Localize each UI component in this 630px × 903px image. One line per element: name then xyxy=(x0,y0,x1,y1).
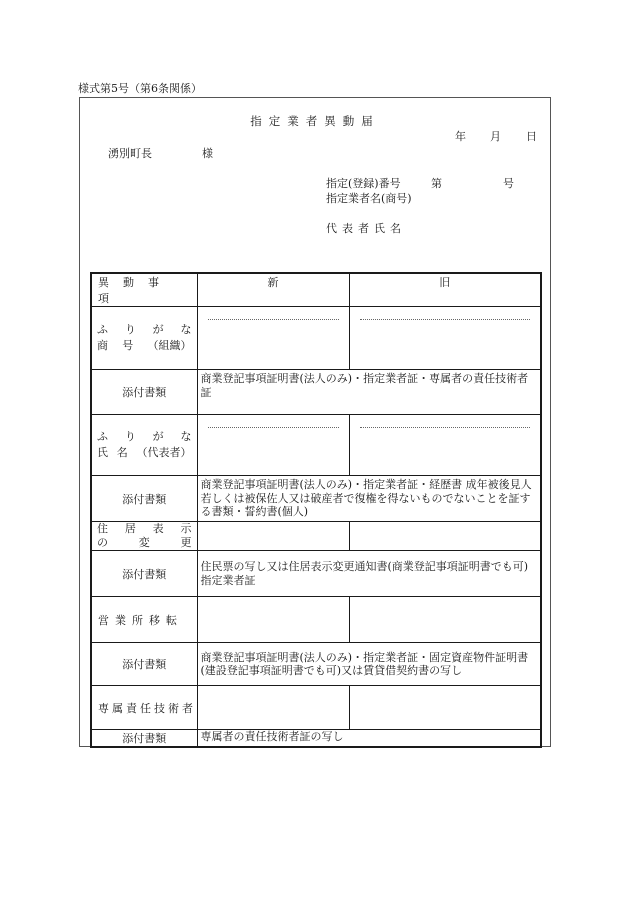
attachment-label: 添付書類 xyxy=(91,643,197,686)
header-old: 旧 xyxy=(349,273,541,307)
tech-engineer-attachments: 専属者の責任技術者証の写し xyxy=(197,730,541,748)
form-number-label: 様式第5号（第6条関係） xyxy=(78,82,202,95)
table-row xyxy=(91,686,541,730)
attachment-label: 添付書類 xyxy=(91,730,197,748)
office-move-attachments: 商業登記事項証明書(法人のみ)・指定業者証・固定資産物件証明書(建設登記事項証明書でも可)又は賃貸借契約書の写し xyxy=(197,643,541,686)
form-title: 指定業者異動届 xyxy=(250,114,380,128)
rep-name-attachments: 商業登記事項証明書(法人のみ)・指定業者証・経歴書 成年被後見人若しくは被保佐人又は破産者で復権を得ないものでないことを証する書類・誓約書(個人) xyxy=(197,476,541,522)
table-row xyxy=(91,597,541,643)
date-day-label: 日 xyxy=(526,130,537,143)
registration-number-label: 指定(登録)番号 xyxy=(326,177,401,190)
trade-name-label: ふ り が な 商 号 （組織） xyxy=(91,307,197,370)
tech-engineer-new-field[interactable] xyxy=(197,686,349,730)
address-display-attachments: 住民票の写し又は住居表示変更通知書(商業登記事項証明書でも可) 指定業者証 xyxy=(197,551,541,597)
change-items-table xyxy=(90,272,542,748)
attachment-label: 添付書類 xyxy=(91,370,197,415)
business-name-label: 指定業者名(商号) xyxy=(326,192,412,205)
address-display-new-field[interactable] xyxy=(197,522,349,551)
table-header-row xyxy=(91,273,541,307)
address-display-old-field[interactable] xyxy=(349,522,541,551)
registration-number-suffix: 号 xyxy=(503,177,514,190)
rep-name-new-field[interactable] xyxy=(197,415,349,476)
table-row xyxy=(91,370,541,415)
representative-label: 代表者氏名 xyxy=(326,222,406,235)
attachment-label: 添付書類 xyxy=(91,551,197,597)
tech-engineer-old-field[interactable] xyxy=(349,686,541,730)
table-row xyxy=(91,415,541,476)
addressee-honorific: 様 xyxy=(202,147,213,160)
tech-engineer-label: 専属責任技術者 xyxy=(91,686,197,730)
trade-name-new-field[interactable] xyxy=(197,307,349,370)
office-move-label: 営業所移転 xyxy=(91,597,197,643)
trade-name-old-field[interactable] xyxy=(349,307,541,370)
trade-name-attachments: 商業登記事項証明書(法人のみ)・指定業者証・専属者の責任技術者証 xyxy=(197,370,541,415)
office-move-new-field[interactable] xyxy=(197,597,349,643)
office-move-old-field[interactable] xyxy=(349,597,541,643)
rep-name-old-field[interactable] xyxy=(349,415,541,476)
header-item: 異動事項 xyxy=(91,273,197,307)
table-row xyxy=(91,522,541,551)
address-display-label: 住 居 表 示 の 変 更 xyxy=(91,522,197,551)
date-month-label: 月 xyxy=(490,130,501,143)
table-row xyxy=(91,476,541,522)
table-row xyxy=(91,643,541,686)
registration-number-prefix: 第 xyxy=(431,177,442,190)
addressee-name: 湧別町長 xyxy=(108,147,152,160)
table-row xyxy=(91,730,541,748)
date-year-label: 年 xyxy=(455,130,466,143)
table-row xyxy=(91,551,541,597)
header-new: 新 xyxy=(197,273,349,307)
rep-name-label: ふ り が な 氏 名 （代表者） xyxy=(91,415,197,476)
attachment-label: 添付書類 xyxy=(91,476,197,522)
table-row xyxy=(91,307,541,370)
